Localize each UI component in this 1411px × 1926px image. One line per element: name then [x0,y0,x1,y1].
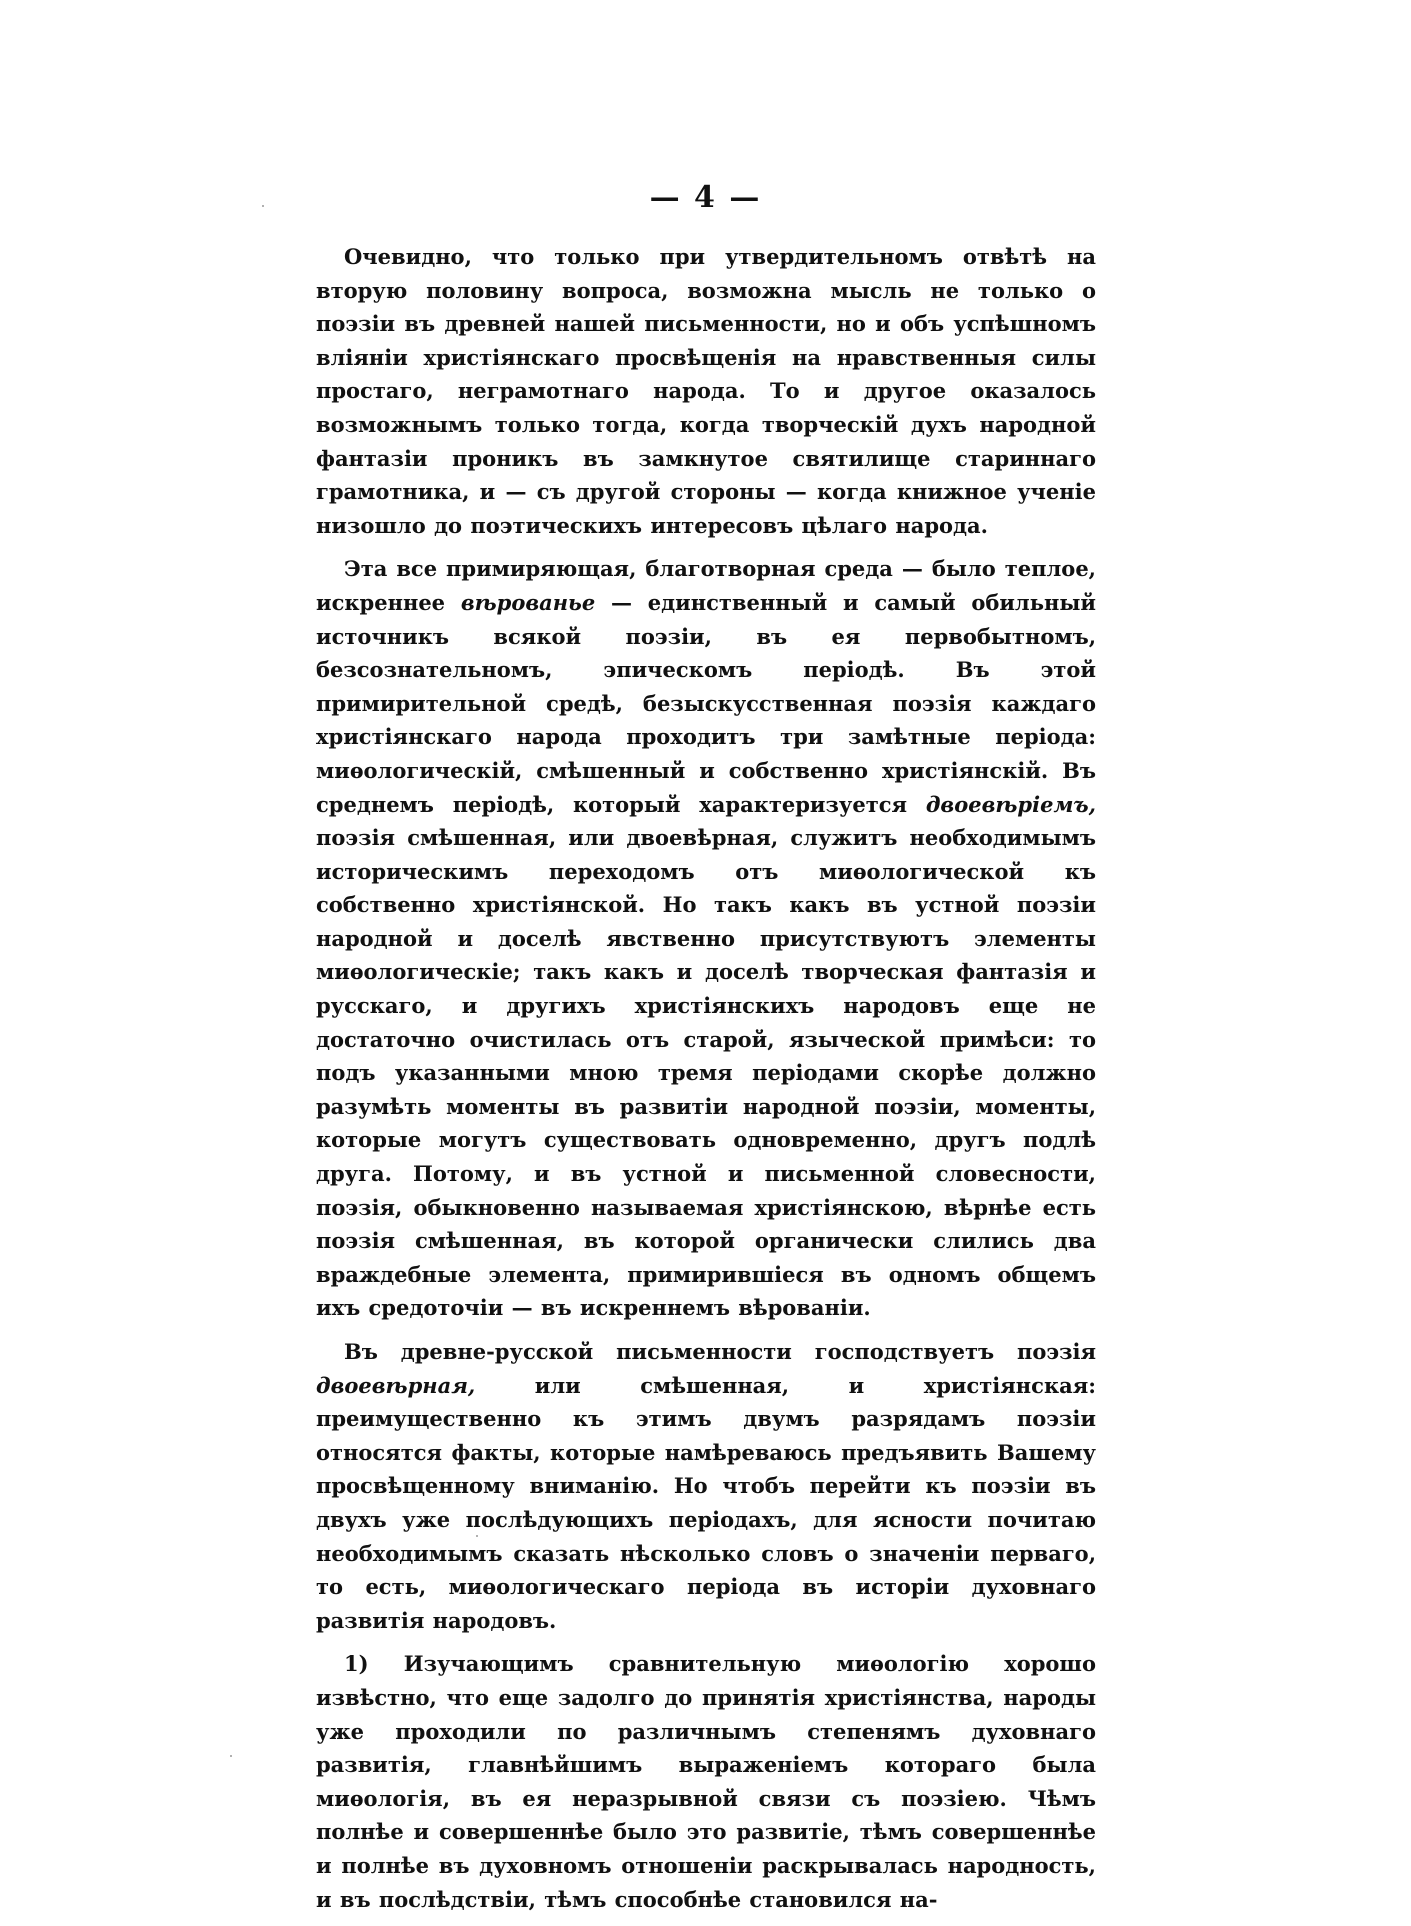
paragraph-2 [316,552,1096,1325]
paragraph-2-italic-dvoeverie: двоевѣріемъ, [925,791,1096,817]
scan-speck [230,1755,232,1757]
paragraph-3-text-a: Въ древне-русской письменности господствуетъ поэзія [344,1339,1096,1364]
paragraph-2-text-b: — единственный и самый обильный источникъ всякой поэзіи, въ ея первобытномъ, безсознательномъ, эпическомъ періодѣ. Въ этой примирительной средѣ, безыскусственная поэзія каждаго христіянскаго народа проходитъ три замѣтные періода: миѳологическій, смѣшенный и собственно христіянскій. Въ среднемъ періодѣ, который характеризуется [316,589,1096,817]
paragraph-2-text-a: Эта все примиряющая, благотворная среда — было теплое, искреннее [316,556,1096,615]
paragraph-3-italic-dvoevernaya: двоевѣрная, [316,1372,476,1398]
paragraph-2-text-c: поэзія смѣшенная, или двоевѣрная, служитъ необходимымъ историческимъ переходомъ отъ миѳологической къ собственно христіянской. Но такъ какъ въ устной поэзіи народной и доселѣ явственно присутствуютъ элементы миѳологическіе; такъ какъ и доселѣ творческая фантазія и русскаго, и другихъ христіянскихъ народовъ еще не достаточно очистилась отъ старой, языческой примѣси: то подъ указанными мною тремя періодами скорѣе должно разумѣть моменты въ развитіи народной поэзіи, моменты, которые могутъ существовать одновременно, другъ подлѣ друга. Потому, и въ устной и письменной словесности, поэзія, обыкновенно называемая христіянскою, вѣрнѣе есть поэзія смѣшенная, въ которой органически слились два враждебные элемента, примирившіеся въ одномъ общемъ ихъ средоточіи — въ искреннемъ вѣрованіи. [316,825,1096,1321]
scan-speck [476,1535,478,1537]
paragraph-4 [316,1647,1096,1916]
paragraph-1-text: Очевидно, что только при утвердительномъ отвѣтѣ на вторую половину вопроса, возможна мысль не только о поэзіи въ древней нашей письменности, но и объ успѣшномъ вліяніи христіянскаго просвѣщенія на нравственныя силы простаго, неграмотнаго народа. То и другое оказалось возможнымъ только тогда, когда творческій духъ народной фантазіи проникъ въ замкнутое святилище стариннаго грамотника, и — съ другой стороны — когда книжное ученіе низошло до поэтическихъ интересовъ цѣлаго народа. [316,244,1096,538]
body-text [316,240,1096,1926]
paragraph-4-text: 1) Изучающимъ сравнительную миѳологію хорошо извѣстно, что еще задолго до принятія христіянства, народы уже проходили по различнымъ степенямъ духовнаго развитія, главнѣйшимъ выраженіемъ котораго была миѳологія, въ ея неразрывной связи съ поэзіею. Чѣмъ полнѣе и совершеннѣе было это развитіе, тѣмъ совершеннѣе и полнѣе въ духовномъ отношеніи раскрывалась народность, и въ послѣдствіи, тѣмъ способнѣе становился на- [316,1651,1096,1912]
paragraph-3 [316,1335,1096,1637]
page-number: — 4 — [649,180,762,215]
scan-speck [262,205,264,207]
paragraph-1 [316,240,1096,542]
paragraph-2-italic-verovanie: вѣрованье [460,589,596,615]
paragraph-3-text-b: или смѣшенная, и христіянская: преимущественно къ этимъ двумъ разрядамъ поэзіи относятся факты, которые намѣреваюсь предъявить Вашему просвѣщенному вниманію. Но чтобъ перейти къ поэзіи въ двухъ уже послѣдующихъ періодахъ, для ясности почитаю необходимымъ сказать нѣсколько словъ о значеніи перваго, то есть, миѳологическаго періода въ исторіи духовнаго развитія народовъ. [316,1372,1096,1633]
